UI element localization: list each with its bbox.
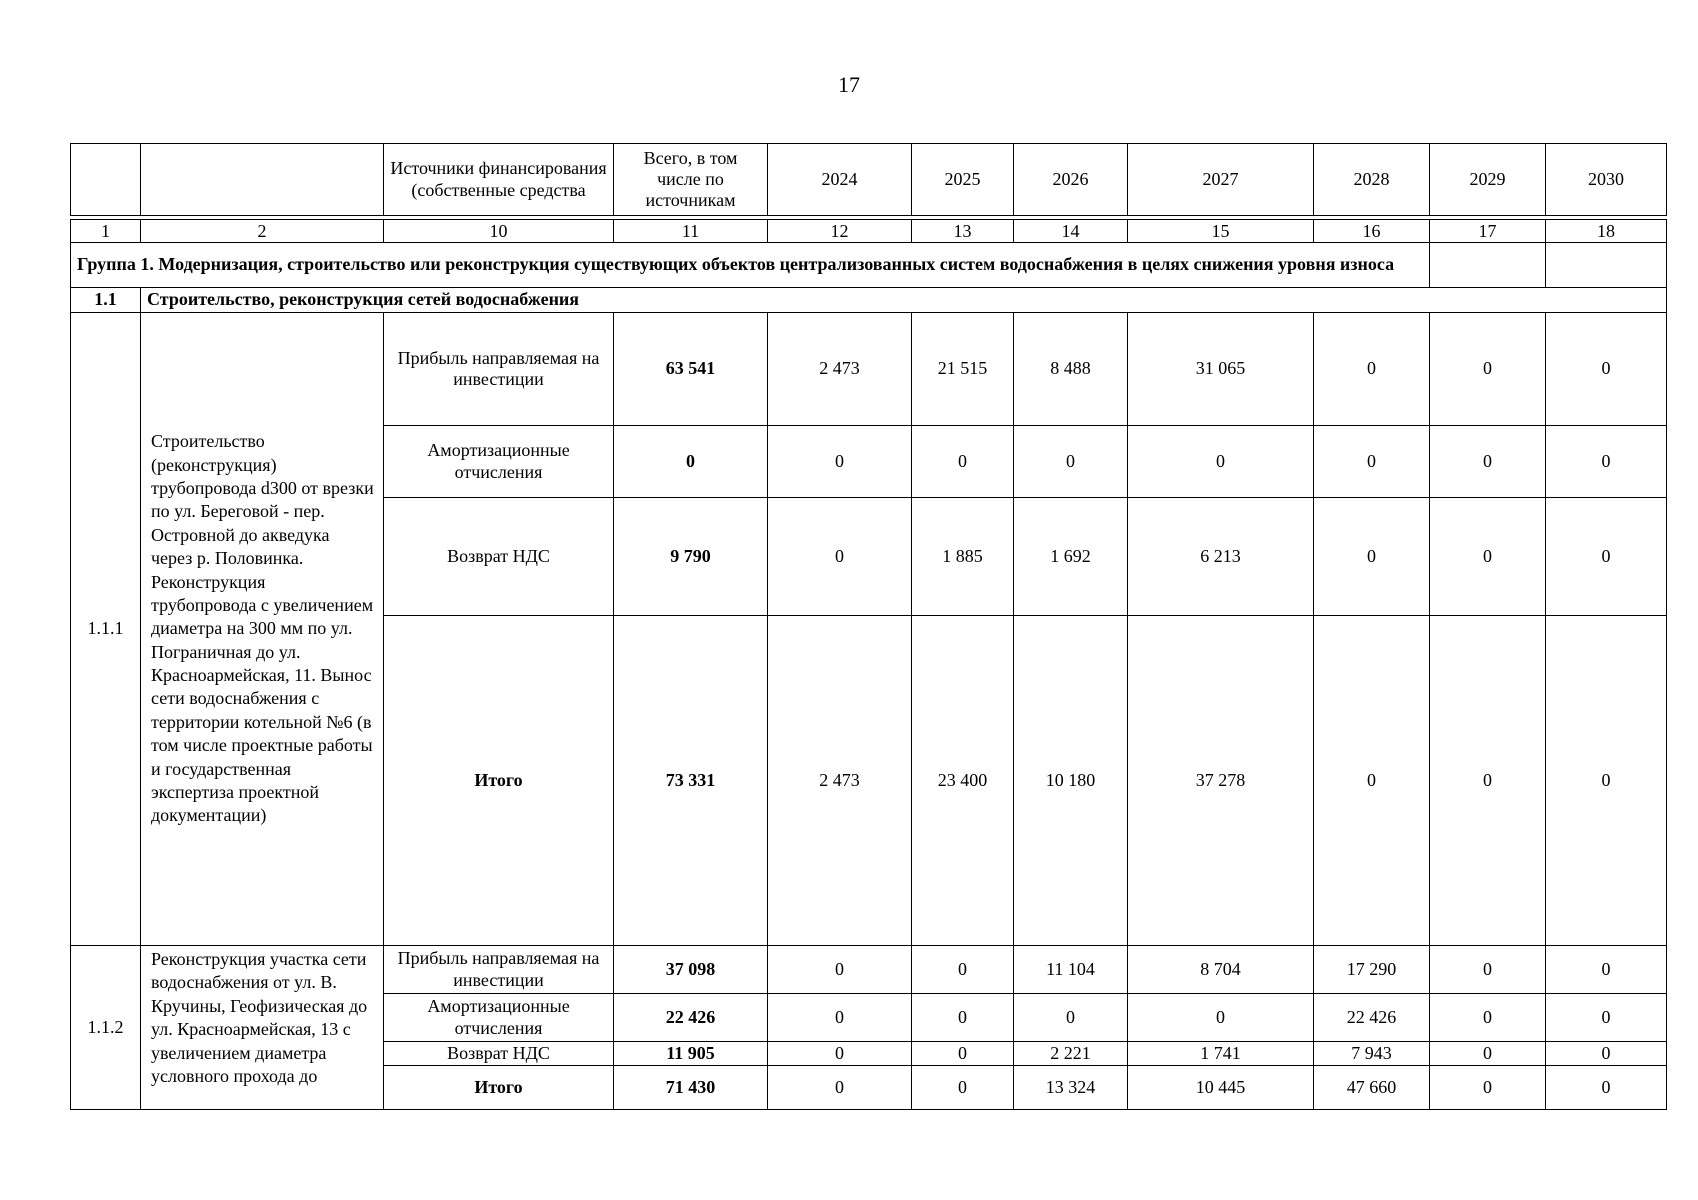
- total-cell: 63 541: [614, 313, 768, 426]
- source-cell-total: Итого: [384, 1066, 614, 1110]
- source-cell: Прибыль направляемая на инвестиции: [384, 946, 614, 994]
- header-row: [71, 144, 1667, 216]
- value-cell: 21 515: [912, 313, 1014, 426]
- value-cell: 0: [1546, 616, 1667, 946]
- value-cell: 0: [1314, 426, 1430, 498]
- value-cell: 8 488: [1014, 313, 1128, 426]
- value-cell: 0: [1128, 426, 1314, 498]
- table-row: [71, 946, 1667, 994]
- value-cell: 0: [1546, 498, 1667, 616]
- value-cell: 0: [1430, 426, 1546, 498]
- column-number: 17: [1430, 220, 1546, 243]
- total-cell: 73 331: [614, 616, 768, 946]
- source-cell: Амортизационные отчисления: [384, 426, 614, 498]
- value-cell: 0: [768, 426, 912, 498]
- header-year: 2026: [1014, 144, 1128, 216]
- value-cell: 17 290: [1314, 946, 1430, 994]
- value-cell: 0: [768, 1042, 912, 1066]
- value-cell: 0: [1546, 426, 1667, 498]
- value-cell: 0: [1314, 498, 1430, 616]
- column-number: 12: [768, 220, 912, 243]
- value-cell: 1 692: [1014, 498, 1128, 616]
- column-number-row: [71, 220, 1667, 243]
- column-number: 15: [1128, 220, 1314, 243]
- value-cell: 1 741: [1128, 1042, 1314, 1066]
- value-cell: 0: [1430, 946, 1546, 994]
- value-cell: 2 473: [768, 313, 912, 426]
- header-year: 2028: [1314, 144, 1430, 216]
- header-sources: Источники финансирования (собственные средства: [384, 144, 614, 216]
- investment-table: [70, 219, 1667, 1110]
- value-cell: 10 445: [1128, 1066, 1314, 1110]
- value-cell: 0: [1430, 1042, 1546, 1066]
- section-row: [71, 288, 1667, 313]
- source-cell: Возврат НДС: [384, 498, 614, 616]
- value-cell: 1 885: [912, 498, 1014, 616]
- value-cell: 0: [1430, 616, 1546, 946]
- total-cell: 9 790: [614, 498, 768, 616]
- group-cell-empty: [1546, 243, 1667, 288]
- source-cell: Амортизационные отчисления: [384, 994, 614, 1042]
- value-cell: 0: [1430, 1066, 1546, 1110]
- value-cell: 0: [768, 946, 912, 994]
- value-cell: 0: [912, 946, 1014, 994]
- column-number: 18: [1546, 220, 1667, 243]
- value-cell: 10 180: [1014, 616, 1128, 946]
- column-number: 16: [1314, 220, 1430, 243]
- column-number: 14: [1014, 220, 1128, 243]
- project-name: Реконструкция участка сети водоснабжения от ул. В. Кручины, Геофизическая до ул. Красноармейская, 13 с увеличением диаметра условного прохода до: [141, 946, 384, 1110]
- group-cell-empty: [1430, 243, 1546, 288]
- header-year: 2027: [1128, 144, 1314, 216]
- header-year: 2030: [1546, 144, 1667, 216]
- value-cell: 23 400: [912, 616, 1014, 946]
- value-cell: 0: [912, 1042, 1014, 1066]
- column-number: 2: [141, 220, 384, 243]
- value-cell: 0: [1128, 994, 1314, 1042]
- value-cell: 0: [768, 498, 912, 616]
- project-name: Строительство (реконструкция) трубопровода d300 от врезки по ул. Береговой - пер. Островной до акведука через р. Половинка. Реконструкция трубопровода с увеличением диаметра на 300 мм по ул. Пограничная до ул. Красноармейская, 11. Вынос сети водоснабжения с территории котельной №6 (в том числе проектные работы и государственная экспертиза проектной документации): [141, 313, 384, 946]
- value-cell: 0: [1546, 994, 1667, 1042]
- value-cell: 0: [1430, 498, 1546, 616]
- project-number: 1.1.1: [71, 313, 141, 946]
- value-cell: 0: [1546, 313, 1667, 426]
- column-number: 10: [384, 220, 614, 243]
- header-cell-empty-1: [71, 144, 141, 216]
- value-cell: 7 943: [1314, 1042, 1430, 1066]
- source-cell-total: Итого: [384, 616, 614, 946]
- table-header: [70, 143, 1667, 216]
- value-cell: 37 278: [1128, 616, 1314, 946]
- header-year: 2029: [1430, 144, 1546, 216]
- header-cell-empty-2: [141, 144, 384, 216]
- value-cell: 0: [1546, 946, 1667, 994]
- total-cell: 22 426: [614, 994, 768, 1042]
- total-cell: 71 430: [614, 1066, 768, 1110]
- project-number: 1.1.2: [71, 946, 141, 1110]
- value-cell: 0: [1314, 313, 1430, 426]
- value-cell: 0: [1546, 1066, 1667, 1110]
- value-cell: 8 704: [1128, 946, 1314, 994]
- source-cell: Прибыль направляемая на инвестиции: [384, 313, 614, 426]
- value-cell: 47 660: [1314, 1066, 1430, 1110]
- column-number: 1: [71, 220, 141, 243]
- column-number: 13: [912, 220, 1014, 243]
- group-title: Группа 1. Модернизация, строительство или реконструкция существующих объектов централизованных систем водоснабжения в целях снижения уровня износа: [71, 243, 1430, 288]
- header-total: Всего, в том числе по источникам: [614, 144, 768, 216]
- value-cell: 11 104: [1014, 946, 1128, 994]
- total-cell: 0: [614, 426, 768, 498]
- group-row: [71, 243, 1667, 288]
- section-number: 1.1: [71, 288, 141, 313]
- table-row: [71, 313, 1667, 426]
- value-cell: 6 213: [1128, 498, 1314, 616]
- value-cell: 0: [1014, 426, 1128, 498]
- value-cell: 2 221: [1014, 1042, 1128, 1066]
- value-cell: 0: [1430, 994, 1546, 1042]
- value-cell: 13 324: [1014, 1066, 1128, 1110]
- total-cell: 37 098: [614, 946, 768, 994]
- value-cell: 0: [1546, 1042, 1667, 1066]
- value-cell: 22 426: [1314, 994, 1430, 1042]
- value-cell: 0: [912, 1066, 1014, 1110]
- total-cell: 11 905: [614, 1042, 768, 1066]
- header-year: 2024: [768, 144, 912, 216]
- column-number: 11: [614, 220, 768, 243]
- value-cell: 0: [912, 426, 1014, 498]
- source-cell: Возврат НДС: [384, 1042, 614, 1066]
- page-number: 17: [838, 72, 860, 97]
- value-cell: 0: [1430, 313, 1546, 426]
- section-title: Строительство, реконструкция сетей водоснабжения: [141, 288, 1667, 313]
- value-cell: 0: [1314, 616, 1430, 946]
- header-year: 2025: [912, 144, 1014, 216]
- value-cell: 2 473: [768, 616, 912, 946]
- value-cell: 31 065: [1128, 313, 1314, 426]
- value-cell: 0: [1014, 994, 1128, 1042]
- value-cell: 0: [768, 994, 912, 1042]
- value-cell: 0: [768, 1066, 912, 1110]
- value-cell: 0: [912, 994, 1014, 1042]
